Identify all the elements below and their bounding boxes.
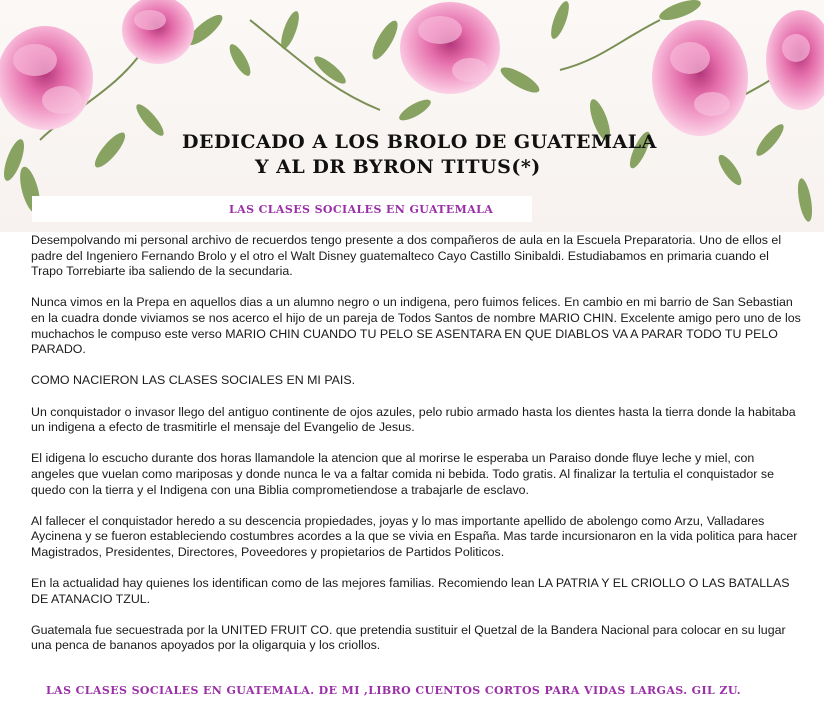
paragraph: El idigena lo escucho durante dos horas llamandole la atencion que al morirse le esperaba un Paraiso donde fluye leche y miel, con angeles que vuelan como mariposas y donde nunca le va a faltar comida ni bebida. Todo gratis. Al finalizar la tertulia el conquistador se quedo con la tierra y el Indigena con una Biblia comprometiendose a trabajarle de esclavo. <box>31 451 774 497</box>
article-body <box>31 233 801 670</box>
paragraph: COMO NACIERON LAS CLASES SOCIALES EN MI PAIS. <box>31 373 356 388</box>
floral-banner <box>0 0 824 232</box>
footer-credit: LAS CLASES SOCIALES EN GUATEMALA. DE MI ,LIBRO CUENTOS CORTOS PARA VIDAS LARGAS. GIL ZU. <box>46 684 742 697</box>
section-heading: LAS CLASES SOCIALES EN GUATEMALA <box>229 203 494 216</box>
paragraph: Desempolvando mi personal archivo de recuerdos tengo presente a dos compañeros de aula en la Escuela Preparatoria. Uno de ellos el padre del Ingeniero Fernando Brolo y el otro el Walt Disney guatemalteco Cayo Castillo Sinibaldi. Estudiabamos en primaria cuando el Trapo Torrebiarte iba saliendo de la secundaria. <box>31 233 782 279</box>
paragraph: En la actualidad hay quienes los identifican como de las mejores familias. Recomiendo lean LA PATRIA Y EL CRIOLLO O LAS BATALLAS DE ATANACIO TZUL. <box>31 576 790 606</box>
title-line-2: Y AL DR BYRON TITUS(*) <box>255 156 541 178</box>
paragraph: Nunca vimos en la Prepa en aquellos dias a un alumno negro o un indigena, pero fuimos felices. En cambio en mi barrio de San Sebastian en la cuadra donde viviamos se nos acerco el hijo de un pareja de Todos Santos de nombre MARIO CHIN. Excelente amigo pero uno de los muchachos le compuso este verso MARIO CHIN CUANDO TU PELO SE ASENTARA EN QUE DIABLOS VA A PARAR TODO TU PELO PARADO. <box>31 295 801 357</box>
paragraph: Guatemala fue secuestrada por la UNITED FRUIT CO. que pretendia sustituir el Quetzal de la Bandera Nacional para colocar en su lugar una penca de bananos apoyados por la oligarquia y los criollos. <box>31 622 786 653</box>
paragraph: Al fallecer el conquistador heredo a su descencia propiedades, joyas y lo mas importante apellido de abolengo como Arzu, Valladares Aycinena y se fueron estableciendo costumbres acordes a la que se vivia en España. Mas tarde incursionaron en la vida politica para hacer Magistrados, Presidentes, Directores, Poveedores y propietarios de Partidos Politicos. <box>31 513 798 559</box>
title-line-1: DEDICADO A LOS BROLO DE GUATEMALA <box>182 131 657 153</box>
paragraph: Un conquistador o invasor llego del antiguo continente de ojos azules, pelo rubio armado hasta los dientes hasta la tierra donde la habitaba un indigena a efecto de trasmitirle el mensaje del Evangelio de Jesus. <box>31 404 796 435</box>
